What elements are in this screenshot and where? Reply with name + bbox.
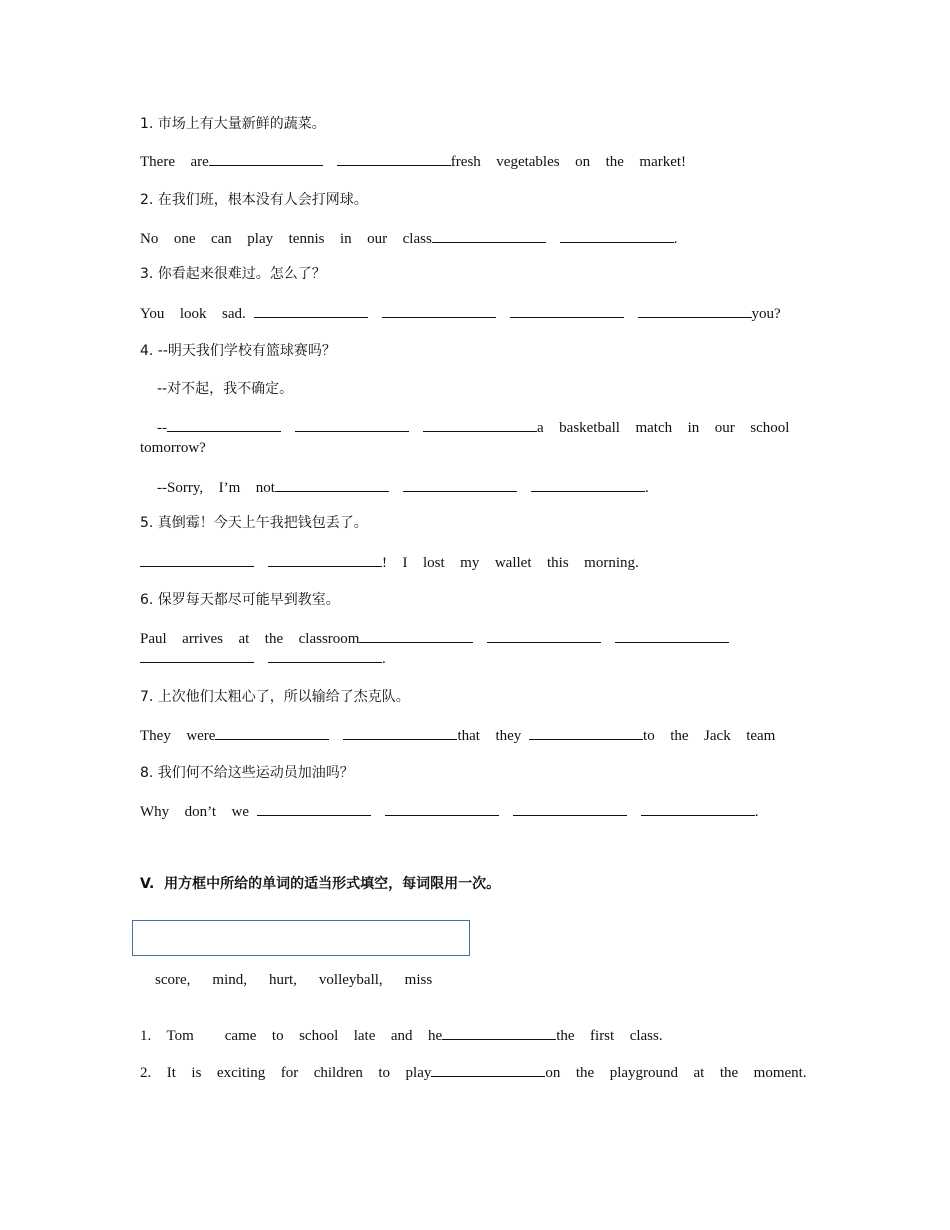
q8-english: Why don’t we .: [140, 801, 759, 822]
q4-english-question: -- a basketball match in our school: [157, 417, 789, 438]
answer-blank[interactable]: [140, 648, 254, 663]
answer-blank[interactable]: [432, 228, 546, 243]
answer-blank[interactable]: [295, 417, 409, 432]
q3-english: You look sad. you?: [140, 303, 781, 324]
answer-blank[interactable]: [423, 417, 537, 432]
q1-english: There are fresh vegetables on the market!: [140, 151, 686, 172]
answer-blank[interactable]: [560, 228, 674, 243]
answer-blank[interactable]: [510, 303, 624, 318]
answer-blank[interactable]: [403, 477, 517, 492]
answer-blank[interactable]: [638, 303, 752, 318]
answer-blank[interactable]: [529, 725, 643, 740]
q7-english: They were that they to the Jack team: [140, 725, 775, 746]
answer-blank[interactable]: [431, 1062, 545, 1077]
answer-blank[interactable]: [215, 725, 329, 740]
word-bank-item: mind,: [212, 972, 247, 988]
word-bank-item: score,: [155, 972, 191, 988]
word-bank-item: miss: [404, 972, 433, 988]
answer-blank[interactable]: [513, 801, 627, 816]
word-bank-item: hurt,: [269, 972, 297, 988]
word-bank: [140, 950, 432, 1010]
section-v-heading: V. 用方框中所给的单词的适当形式填空，每词限用一次。: [140, 876, 501, 892]
answer-blank[interactable]: [140, 552, 254, 567]
q1-chinese: 1. 市场上有大量新鲜的蔬菜。: [140, 116, 326, 132]
q8-chinese: 8. 我们何不给这些运动员加油吗？: [140, 765, 354, 781]
answer-blank[interactable]: [385, 801, 499, 816]
answer-blank[interactable]: [337, 151, 451, 166]
answer-blank[interactable]: [615, 628, 729, 643]
word-bank-item: volleyball,: [318, 972, 383, 988]
answer-blank[interactable]: [641, 801, 755, 816]
answer-blank[interactable]: [254, 303, 368, 318]
v-q2: 2. It is exciting for children to play on the playground at the moment.: [140, 1062, 807, 1083]
v-q1: 1. Tom came to school late and he the first class.: [140, 1025, 663, 1046]
q4-english-reply: --Sorry, I’m not .: [157, 477, 649, 498]
q6-english-cont: .: [140, 648, 386, 669]
answer-blank[interactable]: [268, 552, 382, 567]
q4-chinese-reply: --对不起，我不确定。: [157, 381, 294, 397]
answer-blank[interactable]: [209, 151, 323, 166]
answer-blank[interactable]: [275, 477, 389, 492]
answer-blank[interactable]: [257, 801, 371, 816]
q7-chinese: 7. 上次他们太粗心了，所以输给了杰克队。: [140, 689, 410, 705]
answer-blank[interactable]: [531, 477, 645, 492]
answer-blank[interactable]: [359, 628, 473, 643]
answer-blank[interactable]: [382, 303, 496, 318]
answer-blank[interactable]: [442, 1025, 556, 1040]
q4-english-question-cont: tomorrow?: [140, 440, 206, 456]
q2-chinese: 2. 在我们班，根本没有人会打网球。: [140, 192, 368, 208]
q2-english: No one can play tennis in our class .: [140, 228, 678, 249]
answer-blank[interactable]: [167, 417, 281, 432]
answer-blank[interactable]: [343, 725, 457, 740]
q5-english: ! I lost my wallet this morning.: [140, 552, 639, 573]
q6-english: Paul arrives at the classroom: [140, 628, 729, 649]
q4-chinese: 4. --明天我们学校有篮球赛吗？: [140, 343, 336, 359]
answer-blank[interactable]: [268, 648, 382, 663]
q6-chinese: 6. 保罗每天都尽可能早到教室。: [140, 592, 340, 608]
q5-chinese: 5. 真倒霉！今天上午我把钱包丢了。: [140, 515, 368, 531]
q3-chinese: 3. 你看起来很难过。怎么了？: [140, 266, 326, 282]
answer-blank[interactable]: [487, 628, 601, 643]
